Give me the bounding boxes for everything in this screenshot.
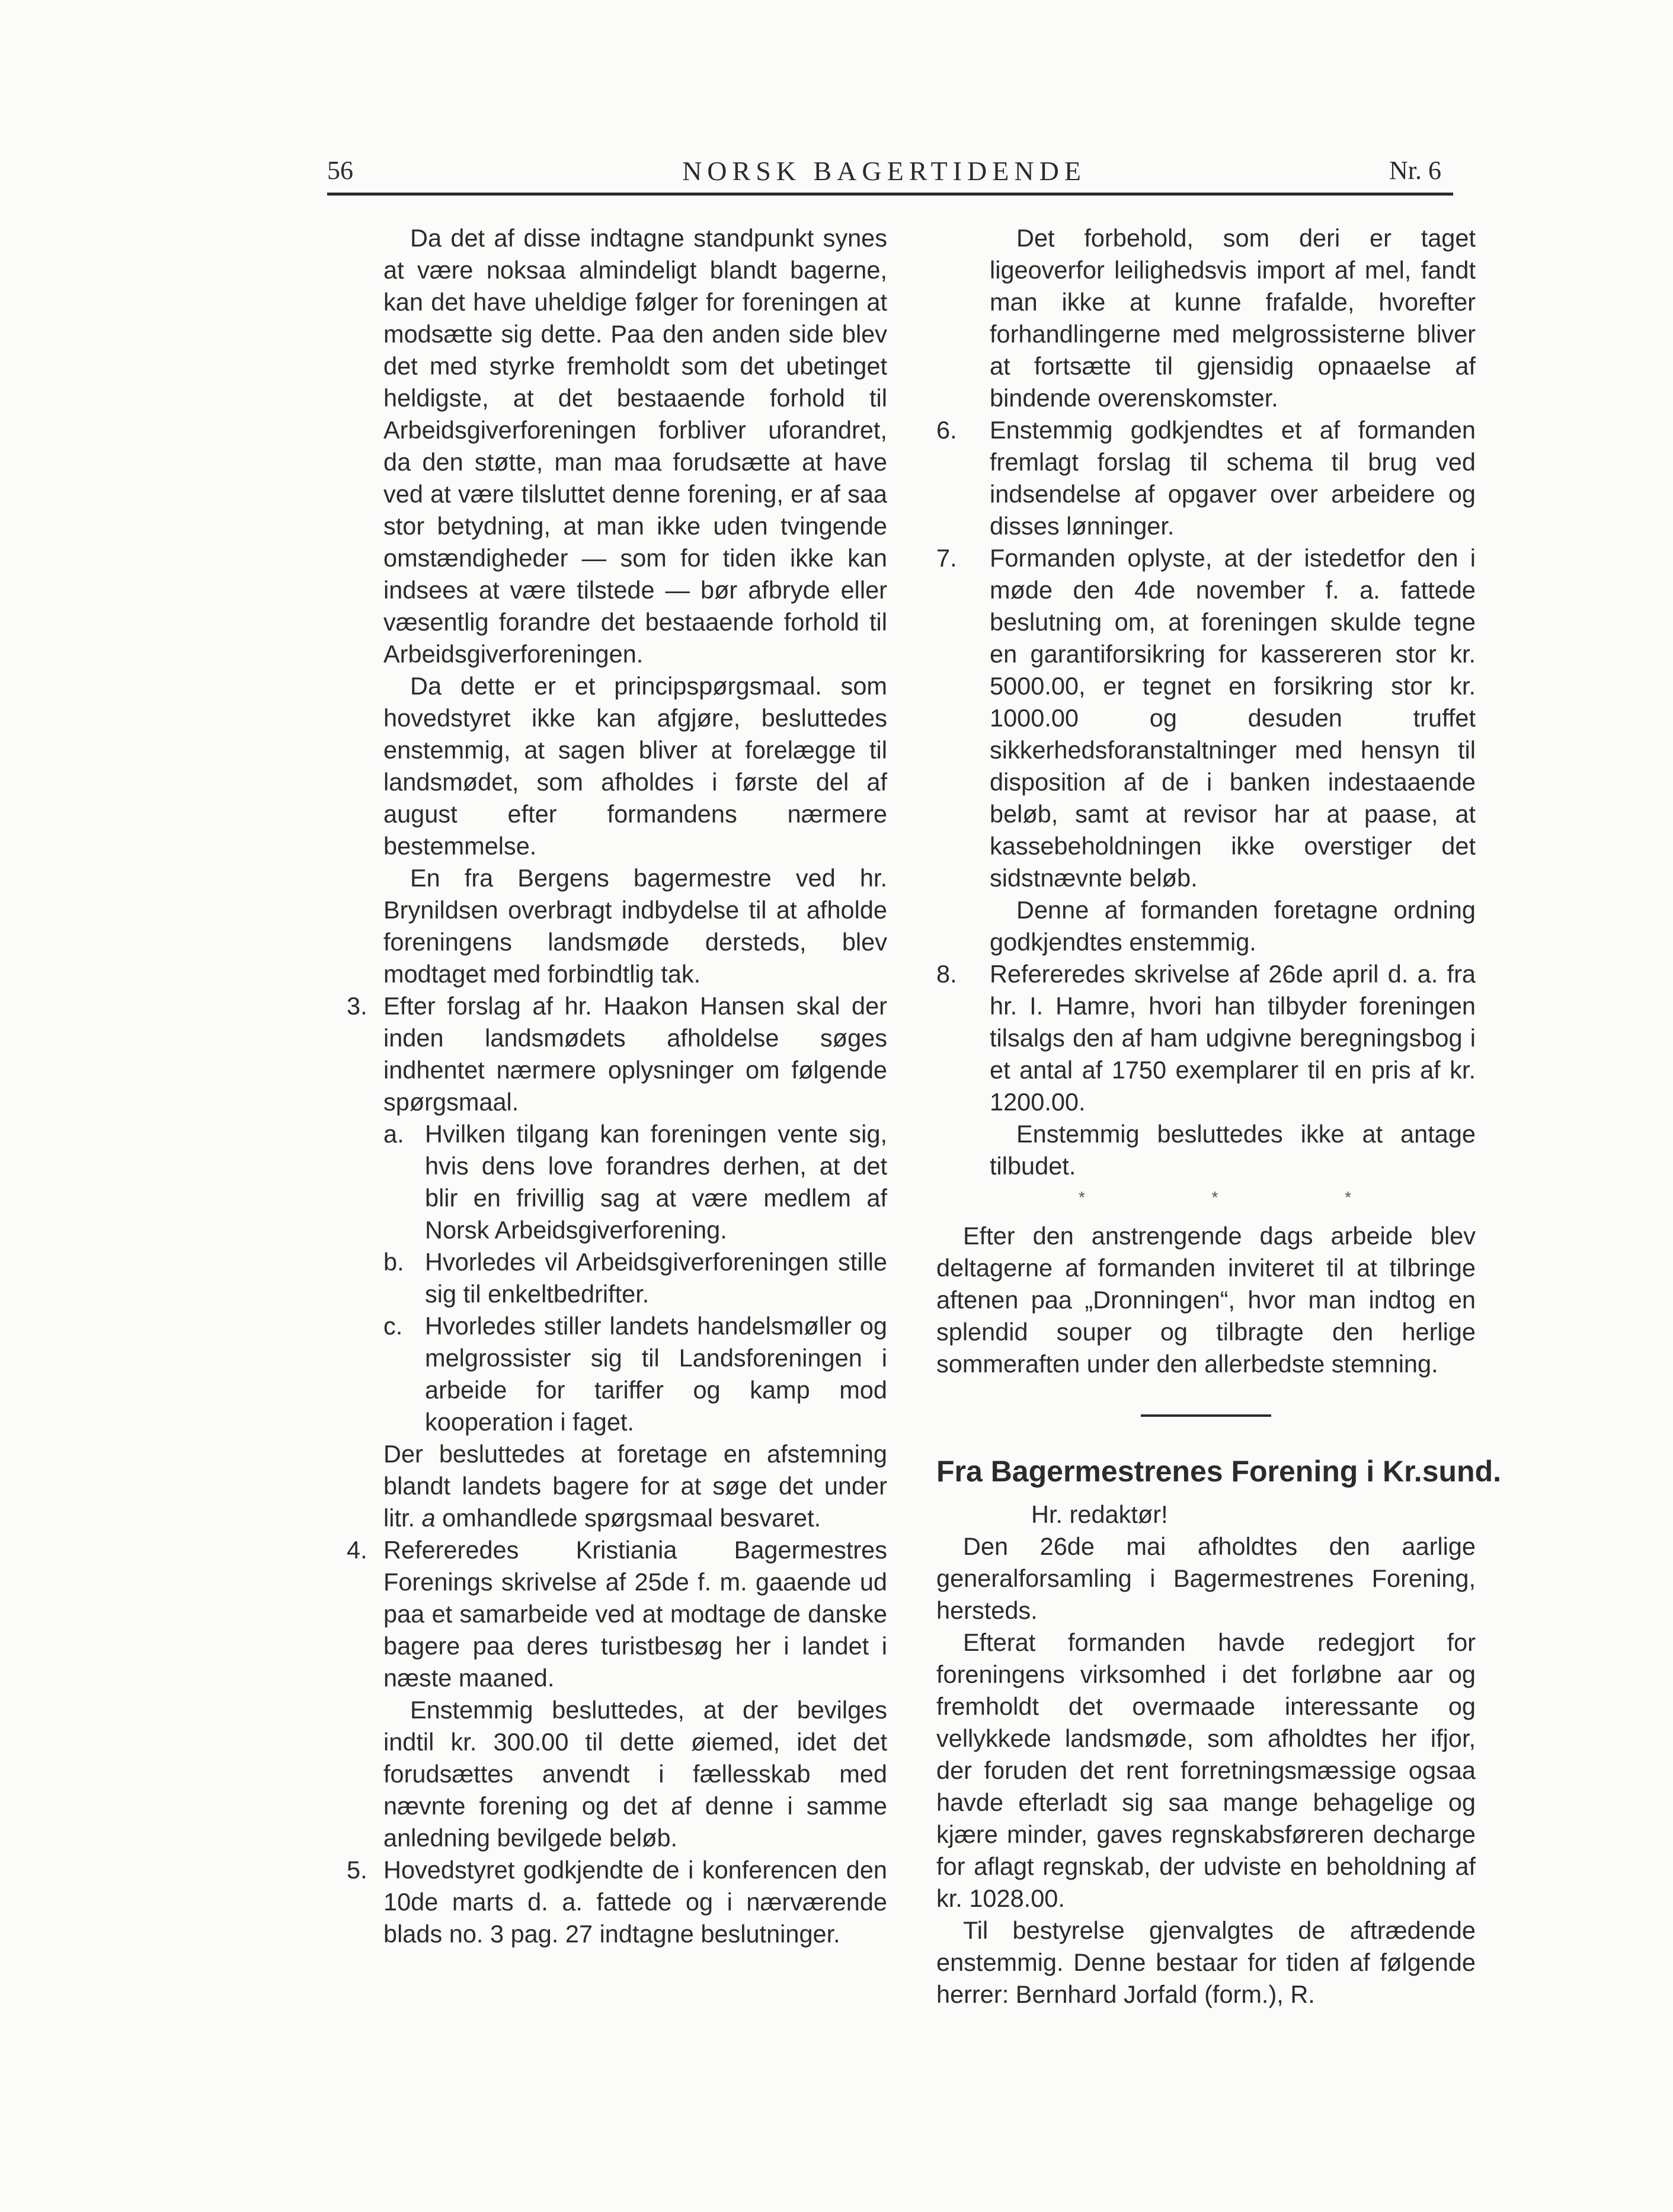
asterisk: * [1345,1188,1351,1206]
journal-title: NORSK BAGERTIDENDE [682,156,1086,186]
salutation: Hr. redaktør! [1031,1500,1168,1528]
item-followup [383,1438,887,1534]
agenda-item-5-continued [990,222,1476,414]
item-number: 5. [347,1856,367,1884]
agenda-item-3 [347,990,887,1534]
agenda-item-7 [936,542,1476,958]
item-number: 7. [936,544,957,572]
section-divider-asterisks [1079,1186,1351,1209]
agenda-item-6 [936,414,1476,542]
sub-item-c [383,1310,887,1438]
item-number: 6. [936,416,957,444]
item-followup: Denne af formanden foretagne ordning godkjendtes enstemmig. [990,896,1476,956]
closing-paragraph: Efter den anstrengende dags arbeide blev deltagerne af formanden inviteret til at tilbringe aftenen paa „Dronningen“, hvor man indtog en splendid souper og tilbragte den herlige sommeraften under den allerbedste stemning. [936,1222,1476,1378]
paragraph: Efterat formanden havde redegjort for foreningens virksomhed i det forløbne aar og fremholdt det overmaade interessante og vellykkede landsmøde, som afholdtes her ifjor, der foruden det rent forretningsmæssige ogsaa havde efterladt sig saa mange behagelige og kjære minder, gaves regnskabsføreren decharge for aflagt regnskab, der udviste en beholdning af kr. 1028.00. [936,1628,1476,1912]
sub-item-text: Hvorledes stiller landets handelsmøller og melgrossister sig til Landsforeningen i arbeide for tariffer og kamp mod kooperation i faget. [425,1312,887,1436]
item-text: Formanden oplyste, at der istedetfor den i møde den 4de november f. a. fattede beslutning om, at foreningen skulde tegne en garantiforsikring for kassereren stor kr. 5000.00, er tegnet en forsikring stor kr. 1000.00 og desuden truffet sikkerhedsforanstaltninger med hensyn til disposition af de i banken indestaaende beløb, samt at revisor har at paase, at kassebeholdningen ikke overstiger det sidstnævnte beløb. [990,544,1476,892]
asterisk: * [1079,1188,1085,1206]
litra-letter: a [421,1504,436,1532]
paragraph: Det forbehold, som deri er taget ligeoverfor leilighedsvis import af mel, fandt man ikke at kunne frafalde, hvorefter forhandlingerne med melgrossisterne bliver at fortsætte til gjensidig opnaaelse af bindende overenskomster. [990,224,1476,412]
sub-item-b [383,1246,887,1310]
item-number: 3. [347,992,367,1020]
item-text: Refereredes Kristiania Bagermestres Forenings skrivelse af 25de f. m. gaaende ud paa et samarbeide ved at modtage de danske bagere paa deres turistbesøg her i landet i næste maaned. [383,1536,887,1692]
item-text: Refereredes skrivelse af 26de april d. a. fra hr. I. Hamre, hvori han tilbyder foreningen tilsalgs den af ham udgivne beregningsbog i et antal af 1750 exemplarer til en pris af kr. 1200.00. [990,960,1476,1116]
agenda-item-5 [347,1854,887,1950]
sub-item-text: Hvilken tilgang kan foreningen vente sig, hvis dens love forandres derhen, at det blir en frivillig sag at være medlem af Norsk Arbeidsgiverforening. [425,1120,887,1244]
page-number: 56 [327,156,353,185]
paragraph: Da det af disse indtagne standpunkt synes at være noksaa almindeligt blandt bagerne, kan det have uheldige følger for foreningen at modsætte sig dette. Paa den anden side blev det med styrke fremholdt som det ubetinget heldigste, at det bestaaende forhold til Arbeidsgiverforeningen forbliver uforandret, da den støtte, man maa forudsætte at have ved at være tilsluttet denne forening, er af saa stor betydning, at man ikke uden tvingende omstændigheder — som for tiden ikke kan indsees at være tilstede — bør afbryde eller væsentlig forandre det bestaaende forhold til Arbeidsgiverforeningen. [383,224,887,668]
item-text: Efter forslag af hr. Haakon Hansen skal der inden landsmødets afholdelse søges indhentet nærmere oplysninger om følgende spørgsmaal. [383,992,887,1116]
item-text: Hovedstyret godkjendte de i konferencen den 10de marts d. a. fattede og i nærværende blads no. 3 pag. 27 indtagne beslutninger. [383,1856,887,1948]
item-followup: Enstemmig besluttedes, at der bevilges indtil kr. 300.00 til dette øiemed, idet det forudsættes anvendt i fællesskab med nævnte forening og det af denne i samme anledning bevilgede beløb. [383,1696,887,1852]
followup-text-end: omhandlede spørgsmaal besvaret. [435,1504,821,1532]
asterisk: * [1211,1188,1218,1206]
item-followup: Enstemmig besluttedes ikke at antage tilbudet. [990,1120,1476,1180]
item-number: 8. [936,960,957,988]
header-rule [327,193,1453,196]
sub-item-letter: c. [383,1312,403,1340]
article-separator-rule [1141,1414,1271,1417]
issue-number: Nr. 6 [1389,156,1441,185]
paragraph: Til bestyrelse gjenvalgtes de aftrædende enstemmig. Denne bestaar for tiden af følgende herrer: Bernhard Jorfald (form.), R. [936,1916,1476,2008]
left-column [347,222,887,1950]
running-header [327,155,1441,197]
article-headline: Fra Bagermestrenes Forening i Kr.sund. [936,1455,1502,1488]
agenda-item-8 [936,958,1476,1182]
item-number: 4. [347,1536,367,1564]
sub-item-text: Hvorledes vil Arbeidsgiverforeningen stille sig til enkeltbedrifter. [425,1248,887,1308]
paragraph: Den 26de mai afholdtes den aarlige generalforsamling i Bagermestrenes Forening, hersteds. [936,1532,1476,1624]
sub-item-letter: b. [383,1248,404,1276]
agenda-item-4 [347,1534,887,1854]
right-column [936,222,1502,2011]
sub-item-letter: a. [383,1120,404,1148]
sub-item-a [383,1118,887,1246]
followup-text-start: Der besluttedes at foretage en afstemning blandt landets bagere for at søge det under litr. [383,1440,887,1532]
paragraph: Da dette er et principspørgsmaal. som hovedstyret ikke kan afgjøre, besluttedes enstemmig, at sagen bliver at forelægge til landsmødet, som afholdes i første del af august efter formandens nærmere bestemmelse. [383,672,887,860]
paragraph: En fra Bergens bagermestre ved hr. Brynildsen overbragt indbydelse til at afholde foreningens landsmøde dersteds, blev modtaget med forbindtlig tak. [383,864,887,988]
item-text: Enstemmig godkjendtes et af formanden fremlagt forslag til schema til brug ved indsendelse af opgaver over arbeidere og disses lønninger. [990,416,1476,540]
